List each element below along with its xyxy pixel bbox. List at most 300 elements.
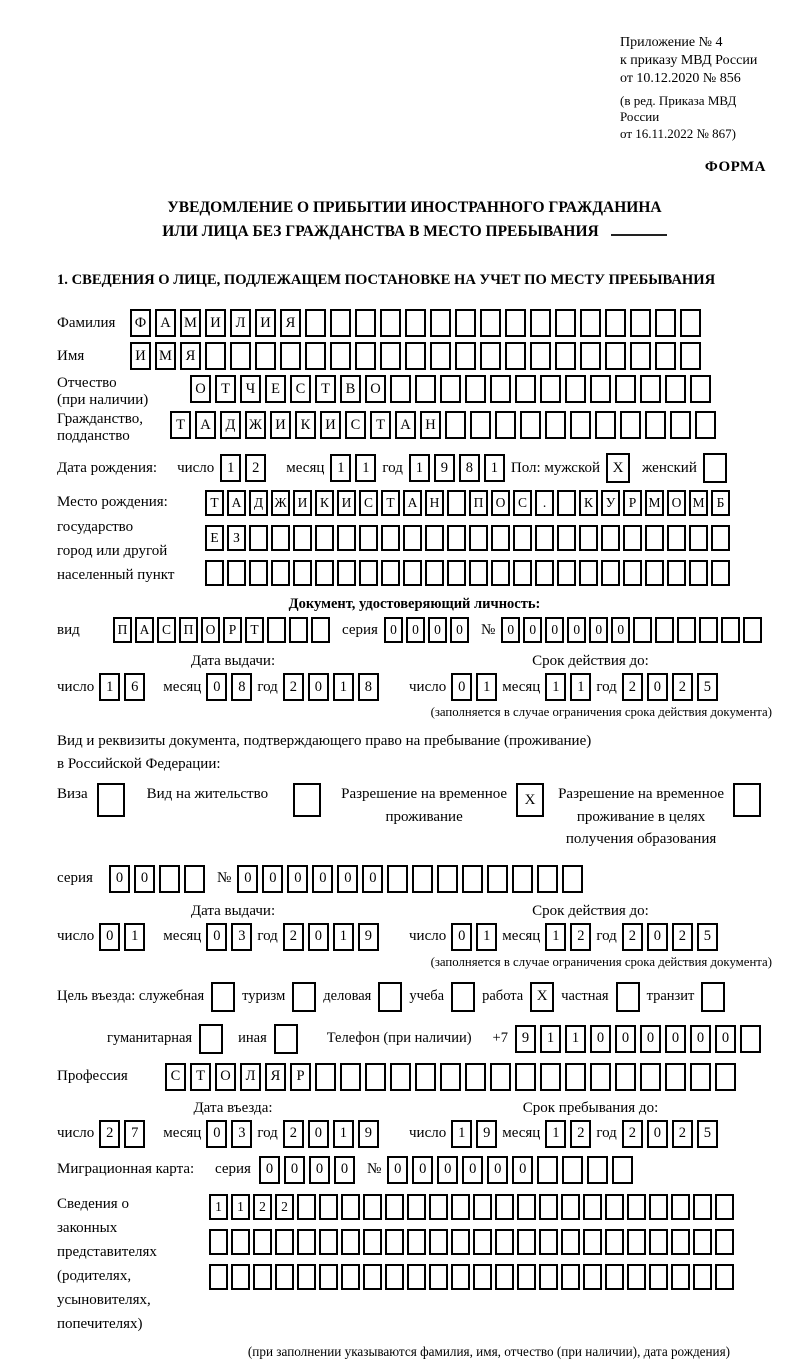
char-box[interactable] bbox=[580, 342, 601, 370]
official-checkbox[interactable] bbox=[211, 982, 235, 1012]
char-box[interactable]: 0 bbox=[334, 1156, 355, 1184]
char-box[interactable]: К bbox=[295, 411, 316, 439]
char-box[interactable] bbox=[537, 865, 558, 893]
char-box[interactable]: 1 bbox=[484, 454, 505, 482]
char-box[interactable] bbox=[275, 1264, 294, 1290]
char-box[interactable] bbox=[355, 309, 376, 337]
char-box[interactable]: 0 bbox=[412, 1156, 433, 1184]
char-box[interactable]: 0 bbox=[309, 1156, 330, 1184]
char-box[interactable]: У bbox=[601, 490, 620, 516]
char-box[interactable] bbox=[693, 1264, 712, 1290]
char-box[interactable]: 9 bbox=[476, 1120, 497, 1148]
char-box[interactable] bbox=[615, 375, 636, 403]
char-box[interactable]: М bbox=[689, 490, 708, 516]
char-box[interactable]: 0 bbox=[590, 1025, 611, 1053]
char-box[interactable] bbox=[227, 560, 246, 586]
char-box[interactable] bbox=[381, 525, 400, 551]
char-box[interactable] bbox=[557, 490, 576, 516]
char-box[interactable]: 2 bbox=[672, 673, 693, 701]
char-box[interactable] bbox=[412, 865, 433, 893]
char-box[interactable]: 0 bbox=[545, 617, 564, 643]
char-box[interactable]: Т bbox=[245, 617, 264, 643]
char-box[interactable]: 0 bbox=[647, 923, 668, 951]
char-box[interactable] bbox=[275, 1229, 294, 1255]
char-box[interactable]: 2 bbox=[570, 923, 591, 951]
char-box[interactable] bbox=[451, 1264, 470, 1290]
char-box[interactable] bbox=[495, 1194, 514, 1220]
residence-permit-checkbox[interactable] bbox=[293, 783, 321, 817]
char-box[interactable]: 0 bbox=[284, 1156, 305, 1184]
char-box[interactable] bbox=[721, 617, 740, 643]
char-box[interactable] bbox=[495, 411, 516, 439]
char-box[interactable] bbox=[495, 1229, 514, 1255]
char-box[interactable]: А bbox=[195, 411, 216, 439]
char-box[interactable] bbox=[405, 309, 426, 337]
char-box[interactable] bbox=[690, 375, 711, 403]
char-box[interactable]: Л bbox=[240, 1063, 261, 1091]
char-box[interactable]: 0 bbox=[715, 1025, 736, 1053]
char-box[interactable] bbox=[540, 1063, 561, 1091]
char-box[interactable] bbox=[455, 309, 476, 337]
char-box[interactable] bbox=[315, 560, 334, 586]
char-box[interactable]: 8 bbox=[459, 454, 480, 482]
char-box[interactable] bbox=[693, 1194, 712, 1220]
char-box[interactable] bbox=[561, 1229, 580, 1255]
char-box[interactable] bbox=[319, 1194, 338, 1220]
char-box[interactable] bbox=[655, 342, 676, 370]
char-box[interactable] bbox=[341, 1194, 360, 1220]
char-box[interactable] bbox=[429, 1229, 448, 1255]
char-box[interactable]: Т bbox=[370, 411, 391, 439]
char-box[interactable] bbox=[627, 1264, 646, 1290]
char-box[interactable]: 0 bbox=[462, 1156, 483, 1184]
char-box[interactable]: 1 bbox=[124, 923, 145, 951]
char-box[interactable] bbox=[689, 525, 708, 551]
char-box[interactable]: П bbox=[113, 617, 132, 643]
char-box[interactable] bbox=[465, 1063, 486, 1091]
char-box[interactable] bbox=[517, 1229, 536, 1255]
char-box[interactable] bbox=[363, 1264, 382, 1290]
char-box[interactable]: 0 bbox=[451, 673, 472, 701]
char-box[interactable]: 1 bbox=[565, 1025, 586, 1053]
char-box[interactable] bbox=[645, 411, 666, 439]
char-box[interactable] bbox=[535, 560, 554, 586]
char-box[interactable] bbox=[612, 1156, 633, 1184]
char-box[interactable]: Ж bbox=[271, 490, 290, 516]
study-checkbox[interactable] bbox=[451, 982, 475, 1012]
char-box[interactable] bbox=[469, 560, 488, 586]
char-box[interactable] bbox=[517, 1194, 536, 1220]
char-box[interactable] bbox=[667, 525, 686, 551]
char-box[interactable]: 1 bbox=[99, 673, 120, 701]
char-box[interactable] bbox=[711, 525, 730, 551]
char-box[interactable] bbox=[620, 411, 641, 439]
char-box[interactable] bbox=[440, 375, 461, 403]
char-box[interactable]: 1 bbox=[540, 1025, 561, 1053]
char-box[interactable] bbox=[583, 1229, 602, 1255]
char-box[interactable] bbox=[579, 560, 598, 586]
char-box[interactable] bbox=[505, 309, 526, 337]
char-box[interactable] bbox=[385, 1264, 404, 1290]
temp-residence-edu-checkbox[interactable] bbox=[733, 783, 761, 817]
char-box[interactable] bbox=[630, 309, 651, 337]
char-box[interactable] bbox=[627, 1194, 646, 1220]
char-box[interactable] bbox=[407, 1194, 426, 1220]
char-box[interactable] bbox=[425, 525, 444, 551]
char-box[interactable]: 0 bbox=[428, 617, 447, 643]
char-box[interactable] bbox=[405, 342, 426, 370]
char-box[interactable] bbox=[319, 1264, 338, 1290]
char-box[interactable] bbox=[390, 375, 411, 403]
char-box[interactable]: 1 bbox=[333, 1120, 354, 1148]
char-box[interactable] bbox=[447, 490, 466, 516]
char-box[interactable]: 1 bbox=[330, 454, 351, 482]
char-box[interactable] bbox=[253, 1229, 272, 1255]
char-box[interactable]: И bbox=[293, 490, 312, 516]
char-box[interactable] bbox=[627, 1229, 646, 1255]
char-box[interactable]: С bbox=[165, 1063, 186, 1091]
char-box[interactable]: М bbox=[645, 490, 664, 516]
char-box[interactable] bbox=[517, 1264, 536, 1290]
char-box[interactable]: 0 bbox=[308, 1120, 329, 1148]
char-box[interactable] bbox=[605, 309, 626, 337]
char-box[interactable] bbox=[455, 342, 476, 370]
char-box[interactable]: 0 bbox=[640, 1025, 661, 1053]
char-box[interactable] bbox=[430, 342, 451, 370]
char-box[interactable]: Р bbox=[223, 617, 242, 643]
char-box[interactable]: 9 bbox=[434, 454, 455, 482]
char-box[interactable]: П bbox=[469, 490, 488, 516]
char-box[interactable]: 1 bbox=[476, 673, 497, 701]
char-box[interactable] bbox=[437, 865, 458, 893]
char-box[interactable] bbox=[623, 560, 642, 586]
char-box[interactable]: 0 bbox=[647, 1120, 668, 1148]
char-box[interactable]: 0 bbox=[206, 1120, 227, 1148]
char-box[interactable]: Н bbox=[425, 490, 444, 516]
char-box[interactable] bbox=[583, 1194, 602, 1220]
char-box[interactable] bbox=[271, 560, 290, 586]
char-box[interactable] bbox=[231, 1229, 250, 1255]
char-box[interactable] bbox=[297, 1264, 316, 1290]
char-box[interactable] bbox=[535, 525, 554, 551]
char-box[interactable] bbox=[557, 560, 576, 586]
char-box[interactable] bbox=[415, 375, 436, 403]
char-box[interactable] bbox=[447, 525, 466, 551]
char-box[interactable]: 1 bbox=[545, 673, 566, 701]
char-box[interactable] bbox=[649, 1264, 668, 1290]
char-box[interactable] bbox=[649, 1194, 668, 1220]
char-box[interactable]: 0 bbox=[237, 865, 258, 893]
char-box[interactable] bbox=[677, 617, 696, 643]
char-box[interactable] bbox=[205, 342, 226, 370]
char-box[interactable] bbox=[390, 1063, 411, 1091]
char-box[interactable] bbox=[289, 617, 308, 643]
char-box[interactable]: 0 bbox=[665, 1025, 686, 1053]
char-box[interactable]: А bbox=[395, 411, 416, 439]
char-box[interactable] bbox=[490, 375, 511, 403]
char-box[interactable]: 0 bbox=[451, 923, 472, 951]
char-box[interactable] bbox=[380, 342, 401, 370]
char-box[interactable] bbox=[293, 560, 312, 586]
char-box[interactable]: 6 bbox=[124, 673, 145, 701]
char-box[interactable] bbox=[205, 560, 224, 586]
char-box[interactable]: С bbox=[157, 617, 176, 643]
char-box[interactable]: А bbox=[403, 490, 422, 516]
char-box[interactable] bbox=[579, 525, 598, 551]
char-box[interactable]: 2 bbox=[622, 1120, 643, 1148]
char-box[interactable]: Т bbox=[315, 375, 336, 403]
char-box[interactable]: 8 bbox=[231, 673, 252, 701]
char-box[interactable]: Е bbox=[265, 375, 286, 403]
char-box[interactable]: И bbox=[205, 309, 226, 337]
char-box[interactable]: 0 bbox=[487, 1156, 508, 1184]
char-box[interactable]: 0 bbox=[450, 617, 469, 643]
char-box[interactable]: Я bbox=[280, 309, 301, 337]
char-box[interactable] bbox=[557, 525, 576, 551]
char-box[interactable] bbox=[561, 1194, 580, 1220]
char-box[interactable] bbox=[387, 865, 408, 893]
char-box[interactable] bbox=[415, 1063, 436, 1091]
work-checkbox[interactable]: X bbox=[530, 982, 554, 1012]
transit-checkbox[interactable] bbox=[701, 982, 725, 1012]
char-box[interactable]: . bbox=[535, 490, 554, 516]
char-box[interactable]: 5 bbox=[697, 923, 718, 951]
char-box[interactable] bbox=[680, 309, 701, 337]
char-box[interactable]: 7 bbox=[124, 1120, 145, 1148]
char-box[interactable] bbox=[561, 1264, 580, 1290]
char-box[interactable] bbox=[601, 525, 620, 551]
char-box[interactable] bbox=[430, 309, 451, 337]
char-box[interactable] bbox=[480, 342, 501, 370]
char-box[interactable] bbox=[491, 525, 510, 551]
char-box[interactable] bbox=[562, 865, 583, 893]
char-box[interactable]: 8 bbox=[358, 673, 379, 701]
char-box[interactable] bbox=[671, 1264, 690, 1290]
char-box[interactable]: 1 bbox=[570, 673, 591, 701]
char-box[interactable] bbox=[403, 525, 422, 551]
char-box[interactable] bbox=[465, 375, 486, 403]
char-box[interactable] bbox=[355, 342, 376, 370]
char-box[interactable]: 0 bbox=[99, 923, 120, 951]
char-box[interactable] bbox=[305, 342, 326, 370]
char-box[interactable] bbox=[451, 1229, 470, 1255]
char-box[interactable]: Б bbox=[711, 490, 730, 516]
char-box[interactable] bbox=[715, 1229, 734, 1255]
char-box[interactable] bbox=[505, 342, 526, 370]
char-box[interactable] bbox=[403, 560, 422, 586]
char-box[interactable] bbox=[440, 1063, 461, 1091]
char-box[interactable]: 0 bbox=[308, 673, 329, 701]
char-box[interactable]: 0 bbox=[523, 617, 542, 643]
char-box[interactable] bbox=[545, 411, 566, 439]
char-box[interactable]: 1 bbox=[333, 673, 354, 701]
char-box[interactable] bbox=[271, 525, 290, 551]
char-box[interactable] bbox=[605, 342, 626, 370]
char-box[interactable]: О bbox=[201, 617, 220, 643]
char-box[interactable] bbox=[341, 1229, 360, 1255]
humanitarian-checkbox[interactable] bbox=[199, 1024, 223, 1054]
char-box[interactable]: 0 bbox=[589, 617, 608, 643]
char-box[interactable] bbox=[381, 560, 400, 586]
char-box[interactable] bbox=[645, 525, 664, 551]
temp-residence-checkbox[interactable]: X bbox=[516, 783, 544, 817]
char-box[interactable] bbox=[365, 1063, 386, 1091]
char-box[interactable] bbox=[715, 1063, 736, 1091]
char-box[interactable] bbox=[380, 309, 401, 337]
char-box[interactable]: 2 bbox=[283, 923, 304, 951]
char-box[interactable]: Д bbox=[220, 411, 241, 439]
char-box[interactable] bbox=[447, 560, 466, 586]
char-box[interactable] bbox=[491, 560, 510, 586]
char-box[interactable]: И bbox=[130, 342, 151, 370]
char-box[interactable]: И bbox=[320, 411, 341, 439]
char-box[interactable]: Т bbox=[170, 411, 191, 439]
char-box[interactable] bbox=[445, 411, 466, 439]
char-box[interactable]: 0 bbox=[615, 1025, 636, 1053]
char-box[interactable] bbox=[255, 342, 276, 370]
char-box[interactable] bbox=[689, 560, 708, 586]
char-box[interactable]: Е bbox=[205, 525, 224, 551]
char-box[interactable]: 2 bbox=[245, 454, 266, 482]
char-box[interactable]: Ж bbox=[245, 411, 266, 439]
char-box[interactable]: С bbox=[345, 411, 366, 439]
char-box[interactable] bbox=[315, 525, 334, 551]
visa-checkbox[interactable] bbox=[97, 783, 125, 817]
char-box[interactable]: 0 bbox=[384, 617, 403, 643]
char-box[interactable] bbox=[671, 1194, 690, 1220]
char-box[interactable] bbox=[667, 560, 686, 586]
char-box[interactable] bbox=[711, 560, 730, 586]
char-box[interactable] bbox=[555, 342, 576, 370]
char-box[interactable] bbox=[665, 375, 686, 403]
char-box[interactable] bbox=[515, 1063, 536, 1091]
female-checkbox[interactable] bbox=[703, 453, 727, 483]
other-checkbox[interactable] bbox=[274, 1024, 298, 1054]
char-box[interactable] bbox=[359, 560, 378, 586]
char-box[interactable] bbox=[539, 1264, 558, 1290]
char-box[interactable] bbox=[640, 375, 661, 403]
char-box[interactable]: 0 bbox=[647, 673, 668, 701]
char-box[interactable]: 3 bbox=[231, 1120, 252, 1148]
char-box[interactable]: А bbox=[227, 490, 246, 516]
char-box[interactable] bbox=[630, 342, 651, 370]
char-box[interactable] bbox=[565, 1063, 586, 1091]
char-box[interactable] bbox=[305, 309, 326, 337]
char-box[interactable] bbox=[293, 525, 312, 551]
char-box[interactable] bbox=[469, 525, 488, 551]
char-box[interactable] bbox=[580, 309, 601, 337]
char-box[interactable]: Р bbox=[623, 490, 642, 516]
char-box[interactable]: 0 bbox=[337, 865, 358, 893]
char-box[interactable]: 1 bbox=[333, 923, 354, 951]
char-box[interactable]: Т bbox=[205, 490, 224, 516]
char-box[interactable] bbox=[530, 342, 551, 370]
char-box[interactable] bbox=[209, 1229, 228, 1255]
char-box[interactable] bbox=[715, 1264, 734, 1290]
char-box[interactable] bbox=[690, 1063, 711, 1091]
char-box[interactable] bbox=[670, 411, 691, 439]
char-box[interactable] bbox=[590, 375, 611, 403]
char-box[interactable] bbox=[695, 411, 716, 439]
char-box[interactable] bbox=[429, 1264, 448, 1290]
char-box[interactable]: 2 bbox=[99, 1120, 120, 1148]
char-box[interactable]: М bbox=[155, 342, 176, 370]
char-box[interactable] bbox=[601, 560, 620, 586]
char-box[interactable]: 0 bbox=[437, 1156, 458, 1184]
char-box[interactable] bbox=[487, 865, 508, 893]
char-box[interactable]: 5 bbox=[697, 1120, 718, 1148]
char-box[interactable] bbox=[363, 1229, 382, 1255]
char-box[interactable]: 0 bbox=[134, 865, 155, 893]
char-box[interactable] bbox=[615, 1063, 636, 1091]
char-box[interactable]: З bbox=[227, 525, 246, 551]
char-box[interactable]: 1 bbox=[545, 923, 566, 951]
char-box[interactable]: 1 bbox=[231, 1194, 250, 1220]
char-box[interactable]: 2 bbox=[672, 1120, 693, 1148]
char-box[interactable] bbox=[385, 1229, 404, 1255]
char-box[interactable]: 0 bbox=[387, 1156, 408, 1184]
char-box[interactable]: 0 bbox=[512, 1156, 533, 1184]
char-box[interactable]: 0 bbox=[206, 673, 227, 701]
char-box[interactable] bbox=[515, 375, 536, 403]
private-checkbox[interactable] bbox=[616, 982, 640, 1012]
char-box[interactable] bbox=[623, 525, 642, 551]
char-box[interactable]: Т bbox=[381, 490, 400, 516]
char-box[interactable] bbox=[429, 1194, 448, 1220]
char-box[interactable]: 9 bbox=[358, 1120, 379, 1148]
char-box[interactable] bbox=[680, 342, 701, 370]
char-box[interactable]: 5 bbox=[697, 673, 718, 701]
char-box[interactable]: 0 bbox=[259, 1156, 280, 1184]
char-box[interactable]: 1 bbox=[451, 1120, 472, 1148]
char-box[interactable] bbox=[209, 1264, 228, 1290]
char-box[interactable]: Л bbox=[230, 309, 251, 337]
char-box[interactable]: 0 bbox=[611, 617, 630, 643]
tourism-checkbox[interactable] bbox=[292, 982, 316, 1012]
char-box[interactable]: 2 bbox=[283, 1120, 304, 1148]
char-box[interactable] bbox=[590, 1063, 611, 1091]
char-box[interactable]: 2 bbox=[672, 923, 693, 951]
char-box[interactable] bbox=[490, 1063, 511, 1091]
char-box[interactable] bbox=[633, 617, 652, 643]
char-box[interactable]: 1 bbox=[545, 1120, 566, 1148]
char-box[interactable] bbox=[649, 1229, 668, 1255]
char-box[interactable]: И bbox=[337, 490, 356, 516]
char-box[interactable] bbox=[513, 560, 532, 586]
char-box[interactable]: 1 bbox=[355, 454, 376, 482]
char-box[interactable]: 2 bbox=[570, 1120, 591, 1148]
char-box[interactable] bbox=[462, 865, 483, 893]
char-box[interactable]: М bbox=[180, 309, 201, 337]
char-box[interactable]: К bbox=[579, 490, 598, 516]
char-box[interactable] bbox=[359, 525, 378, 551]
char-box[interactable]: Ч bbox=[240, 375, 261, 403]
char-box[interactable]: Я bbox=[180, 342, 201, 370]
char-box[interactable] bbox=[655, 617, 674, 643]
char-box[interactable] bbox=[530, 309, 551, 337]
char-box[interactable]: О bbox=[215, 1063, 236, 1091]
char-box[interactable] bbox=[583, 1264, 602, 1290]
char-box[interactable]: 2 bbox=[275, 1194, 294, 1220]
char-box[interactable] bbox=[341, 1264, 360, 1290]
char-box[interactable] bbox=[562, 1156, 583, 1184]
char-box[interactable] bbox=[645, 560, 664, 586]
char-box[interactable] bbox=[693, 1229, 712, 1255]
char-box[interactable] bbox=[159, 865, 180, 893]
char-box[interactable] bbox=[480, 309, 501, 337]
char-box[interactable]: 2 bbox=[253, 1194, 272, 1220]
char-box[interactable]: Н bbox=[420, 411, 441, 439]
